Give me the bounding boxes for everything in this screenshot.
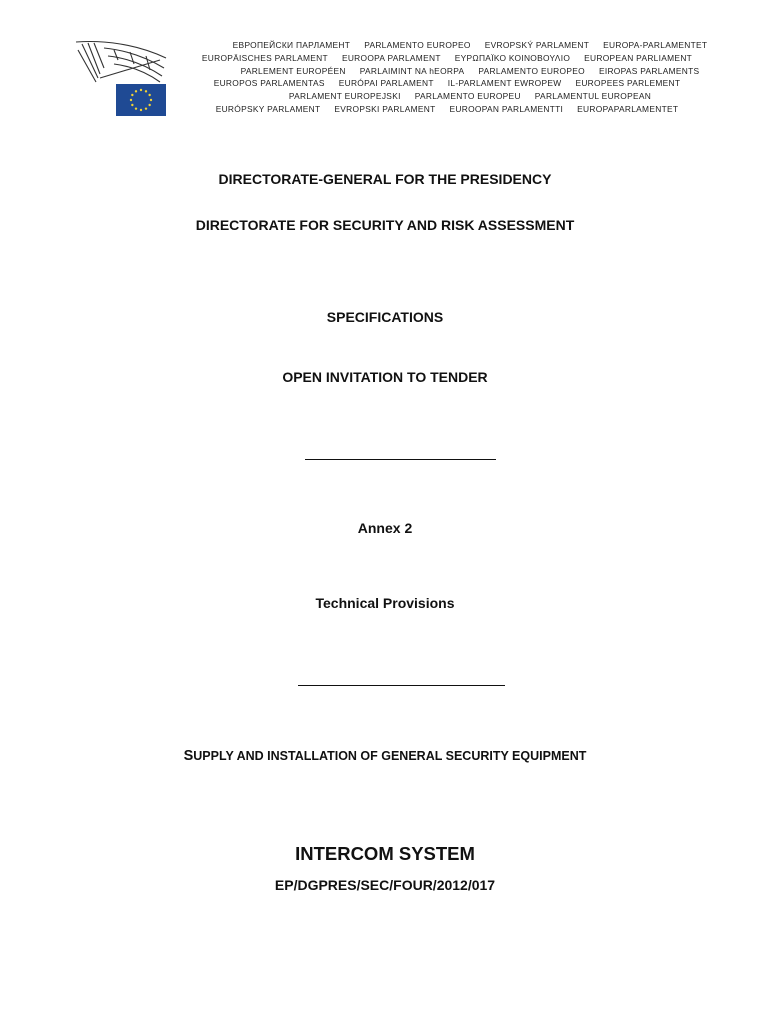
parliament-name: EUROPEAN PARLIAMENT [584, 52, 693, 63]
parliament-name: PARLAMENT EUROPEJSKI [288, 91, 401, 102]
supply-title-rest: UPPLY AND INSTALLATION OF GENERAL SECURITY EQUIPMENT [193, 749, 587, 763]
parliament-names-row [234, 39, 706, 52]
european-parliament-logo [74, 38, 170, 118]
hemicycle-drawing [76, 42, 166, 82]
parliament-names-row [188, 103, 706, 116]
parliament-name: IL-PARLAMENT EWROPEW [447, 78, 562, 89]
parliament-name: EUROPAPARLAMENTET [577, 103, 679, 114]
eu-star-icon [145, 107, 147, 109]
parliament-name: EUROPOS PARLAMENTAS [213, 78, 325, 89]
system-title: INTERCOM SYSTEM [295, 843, 475, 864]
supply-title-initial: S [183, 748, 194, 764]
parliament-name: EUROOPA PARLAMENT [341, 52, 441, 63]
parliament-name: PARLAMENTO EUROPEO [364, 40, 471, 50]
specifications-title: SPECIFICATIONS [326, 309, 444, 325]
parliament-name: ЕВРОПЕЙСКИ ПАРЛАМЕНТ [232, 40, 351, 50]
parliament-name: PARLAIMINT NA hEORPA [359, 65, 465, 76]
supply-title [0, 748, 770, 764]
annex-label: Annex 2 [357, 520, 413, 536]
eu-star-icon [130, 99, 132, 101]
eu-star-icon [148, 104, 150, 106]
parliament-name: EUROPA-PARLAMENTET [603, 40, 708, 50]
eu-star-icon [135, 107, 137, 109]
parliament-name: EURÓPSKY PARLAMENT [215, 103, 321, 114]
divider-line [298, 685, 505, 686]
parliament-name: EVROPSKI PARLAMENT [334, 103, 436, 114]
directorate-heading: DIRECTORATE FOR SECURITY AND RISK ASSESSMENT [195, 217, 575, 233]
eu-star-icon [135, 90, 137, 92]
eu-star-icon [140, 109, 142, 111]
parliament-names-row [188, 77, 706, 90]
eu-star-icon [145, 90, 147, 92]
parliament-name: EIROPAS PARLAMENTS [598, 65, 700, 76]
parliament-name: PARLAMENTO EUROPEO [478, 65, 585, 76]
divider-line [305, 459, 496, 460]
parliament-names-block [201, 39, 708, 116]
parliament-names-row [234, 90, 706, 103]
parliament-names-row [234, 65, 706, 78]
directorate-general-heading: DIRECTORATE-GENERAL FOR THE PRESIDENCY [218, 171, 552, 187]
invitation-title: OPEN INVITATION TO TENDER [282, 369, 488, 385]
parliament-name: PARLAMENTUL EUROPEAN [534, 91, 652, 102]
eu-star-icon [148, 94, 150, 96]
parliament-name: EUROPEES PARLEMENT [575, 78, 681, 89]
parliament-name: PARLEMENT EUROPÉEN [240, 65, 346, 76]
parliament-name: EURÓPAI PARLAMENT [338, 78, 434, 89]
eu-star-icon [150, 99, 152, 101]
tender-reference: EP/DGPRES/SEC/FOUR/2012/017 [274, 877, 496, 893]
eu-star-icon [140, 89, 142, 91]
parliament-name: EUROPÄISCHES PARLAMENT [201, 52, 328, 63]
parliament-name: PARLAMENTO EUROPEU [414, 91, 521, 102]
parliament-name: ΕΥΡΩΠΑΪΚΟ ΚΟΙΝΟΒΟΥΛΙΟ [454, 52, 571, 63]
technical-provisions-label: Technical Provisions [315, 595, 455, 611]
parliament-names-row [188, 52, 706, 65]
parliament-name: EVROPSKÝ PARLAMENT [484, 40, 590, 50]
eu-star-icon [131, 94, 133, 96]
eu-star-icon [131, 104, 133, 106]
parliament-name: EUROOPAN PARLAMENTTI [449, 103, 564, 114]
